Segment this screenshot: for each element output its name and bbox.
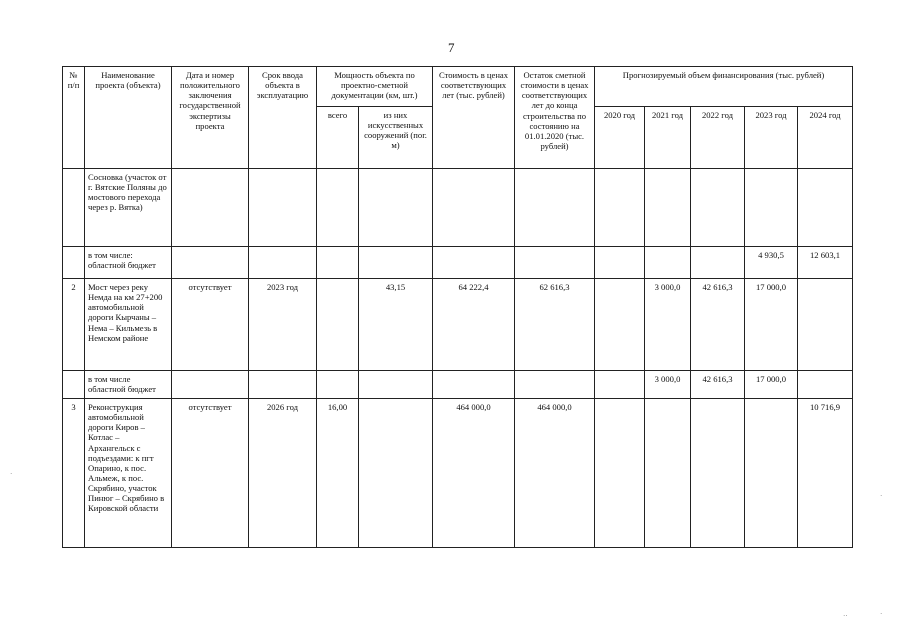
investment-table [62,66,853,548]
project-name: Сосновка (участок от г. Вятские Поляны до мостового перехода через р. Вятка) [85,169,172,247]
table-row-bridge-budget [63,371,853,399]
header-capacity: Мощность объекта по проектно-сметной документации (км, шт.) [317,67,433,107]
project-name: Мост через реку Немда на км 27+200 автомобильной дороги Кырчаны – Нема – Кильмезь в Немском районе [85,279,172,371]
budget-label: в том числе: областной бюджет [85,247,172,279]
table-row-sosnovka-budget [63,247,853,279]
value-2023: 4 930,5 [745,247,798,279]
expertise-value: отсутствует [172,399,249,548]
header-expertise: Дата и номер положительного заключения государственной экспертизы проекта [172,67,249,169]
value-2022: 42 616,3 [691,371,745,399]
cost-value: 464 000,0 [433,399,515,548]
header-cost: Стоимость в ценах соответствующих лет (тыс. рублей) [433,67,515,169]
value-2024: 12 603,1 [798,247,853,279]
header-financing: Прогнозируемый объем финансирования (тыс. рублей) [595,67,853,107]
value-2020 [595,279,645,371]
deadline-value: 2023 год [249,279,317,371]
deadline-value: 2026 год [249,399,317,548]
budget-label: в том числе областной бюджет [85,371,172,399]
project-name: Реконструкция автомобильной дороги Киров – Котлас – Архангельск с подъездами: к пгт Опарино, к пос. Альмеж, к пос. Скрябино, участок Пинюг – Скрябино в Кировской области [85,399,172,548]
remaining-value: 464 000,0 [515,399,595,548]
scan-speck: · [880,610,883,618]
header-year-2022: 2022 год [691,107,745,169]
header-capacity-structures: из них искусственных сооружений (пог. м) [359,107,433,169]
scan-speck: ·· [843,612,848,620]
scan-speck: · [10,470,13,478]
page-number: 7 [448,40,455,55]
table-row-sosnovka [63,169,853,247]
header-project-name: Наименование проекта (объекта) [85,67,172,169]
header-year-2020: 2020 год [595,107,645,169]
header-deadline: Срок ввода объекта в эксплуатацию [249,67,317,169]
value-2024: 10 716,9 [798,399,853,548]
remaining-value: 62 616,3 [515,279,595,371]
capacity-total-value [317,279,359,371]
expertise-value: отсутствует [172,279,249,371]
header-remaining: Остаток сметной стоимости в ценах соответствующих лет до конца строительства по состоянию на 01.01.2020 (тыс. рублей) [515,67,595,169]
table-row-bridge [63,279,853,371]
capacity-total-value: 16,00 [317,399,359,548]
header-year-2023: 2023 год [745,107,798,169]
value-2022: 42 616,3 [691,279,745,371]
cost-value: 64 222,4 [433,279,515,371]
header-capacity-total: всего [317,107,359,169]
table-header-row [63,67,853,107]
value-2021: 3 000,0 [645,279,691,371]
header-number: № п/п [63,67,85,169]
value-2023: 17 000,0 [745,371,798,399]
value-2021: 3 000,0 [645,371,691,399]
value-2023: 17 000,0 [745,279,798,371]
capacity-structures-value: 43,15 [359,279,433,371]
scan-speck: · [880,492,883,500]
table-row-kirov-road [63,399,853,548]
row-number: 3 [63,399,85,548]
value-2024 [798,279,853,371]
capacity-structures-value [359,399,433,548]
row-number: 2 [63,279,85,371]
header-year-2021: 2021 год [645,107,691,169]
header-year-2024: 2024 год [798,107,853,169]
